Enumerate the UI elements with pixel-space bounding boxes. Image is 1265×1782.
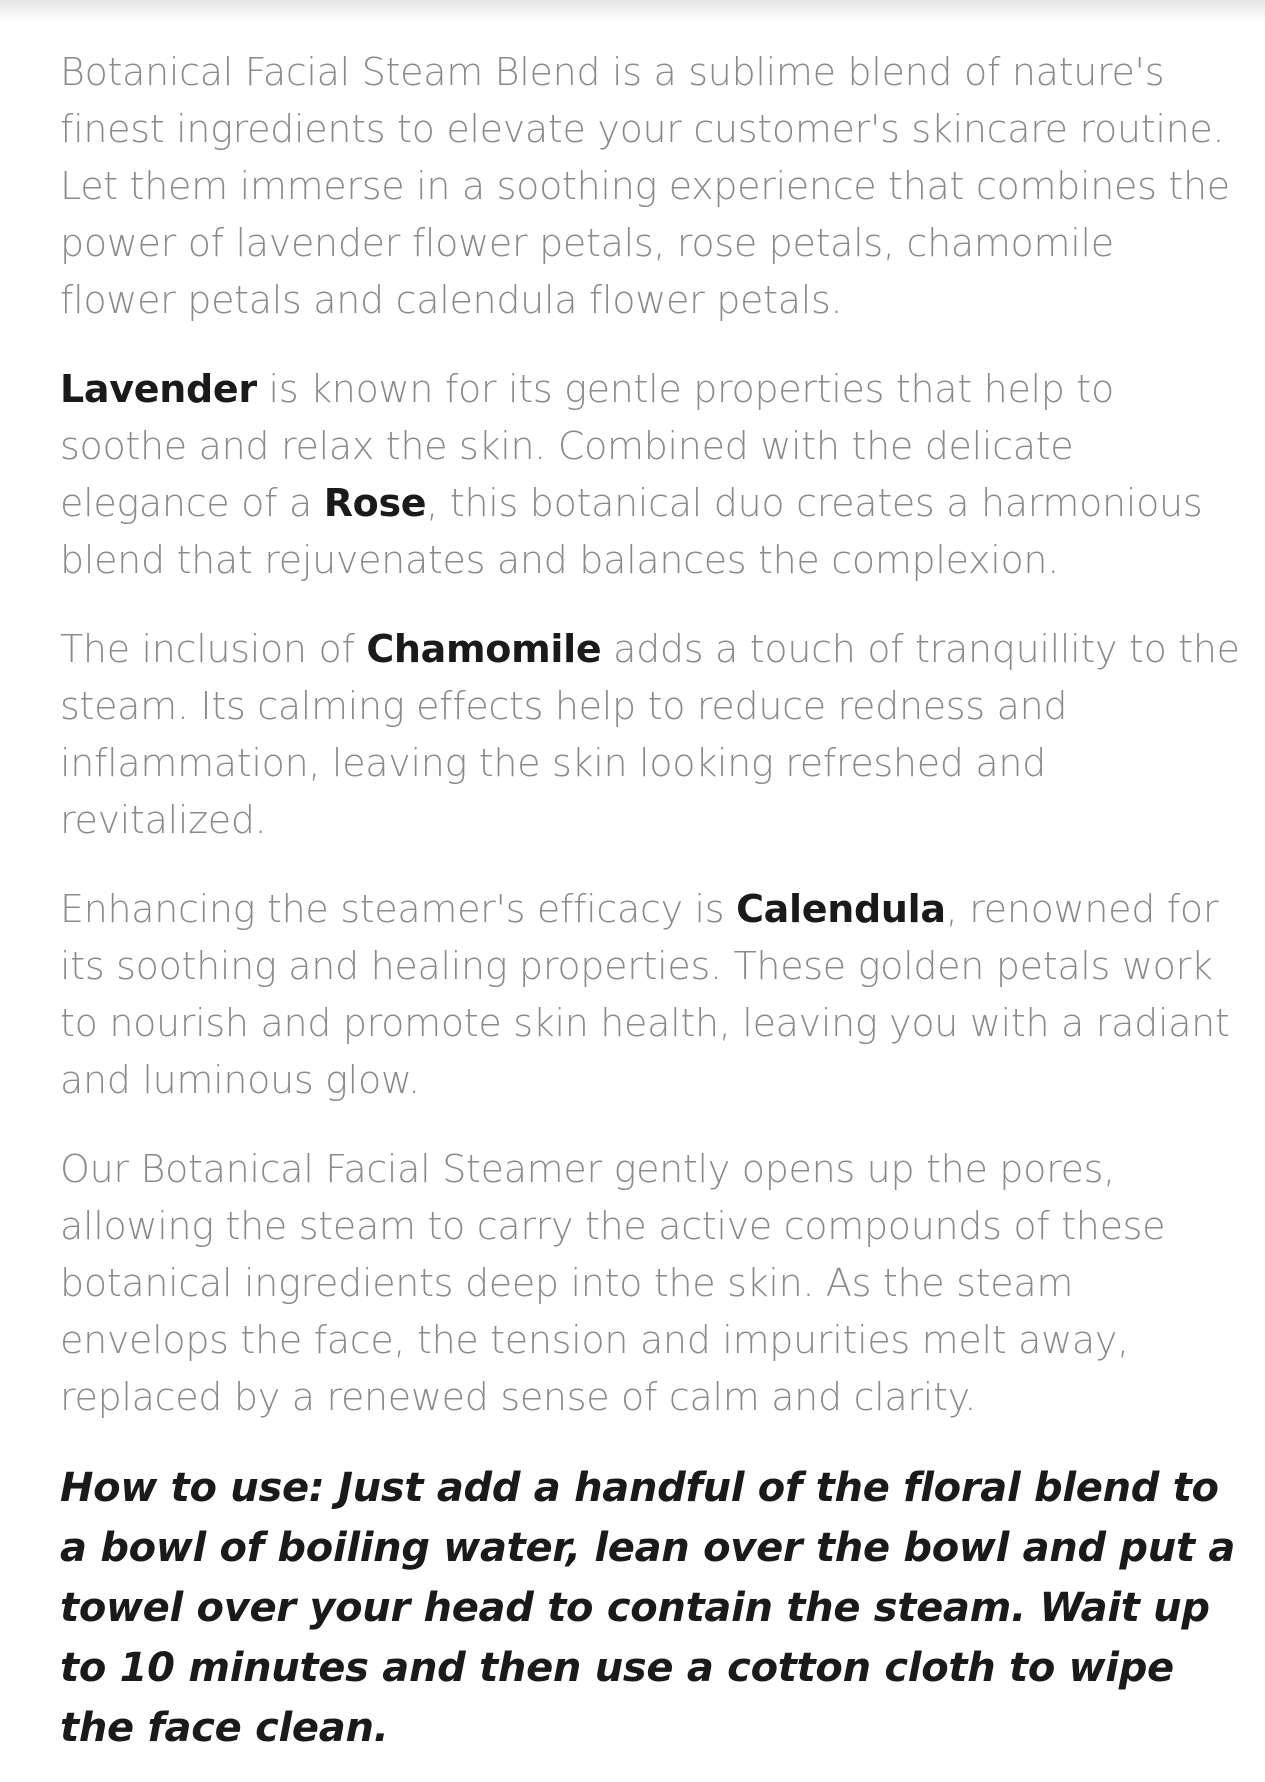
lavender-text: is known for its gentle properties that help to soothe and relax the skin. Combined with the delicate elegance of a <box>60 367 1114 525</box>
calendula-intro: Enhancing the steamer's efficacy is <box>60 887 737 931</box>
steamer-paragraph <box>60 1141 1240 1426</box>
steamer-text: Our Botanical Facial Steamer gently opens up the pores, allowing the steam to carry the active compounds of these botanical ingredients deep into the skin. As the steam envelops the face, the tension and impurities melt away, replaced by a renewed sense of calm and clarity. <box>60 1147 1166 1419</box>
calendula-text: , renowned for its soothing and healing properties. These golden petals work to nourish and promote skin health, leaving you with a radiant and luminous glow. <box>60 887 1230 1102</box>
chamomile-label: Chamomile <box>366 627 602 671</box>
header-shadow <box>0 0 1265 22</box>
chamomile-intro: The inclusion of <box>60 627 367 671</box>
chamomile-paragraph <box>60 621 1240 849</box>
calendula-label: Calendula <box>736 887 946 931</box>
lavender-label: Lavender <box>60 367 257 411</box>
rose-label: Rose <box>323 481 427 525</box>
intro-paragraph <box>60 44 1240 329</box>
calendula-paragraph <box>60 881 1240 1109</box>
product-description <box>60 44 1240 1758</box>
rose-text: , this botanical duo creates a harmonious blend that rejuvenates and balances the complexion. <box>60 481 1203 582</box>
chamomile-text: adds a touch of tranquillity to the steam. Its calming effects help to reduce redness and inflammation, leaving the skin looking refreshed and revitalized. <box>60 627 1240 842</box>
lavender-paragraph <box>60 361 1240 589</box>
intro-text: Botanical Facial Steam Blend is a sublime blend of nature's finest ingredients to elevate your customer's skincare routine. Let them immerse in a soothing experience that combines the power of lavender flower petals, rose petals, chamomile flower petals and calendula flower petals. <box>60 50 1230 322</box>
how-to-use-instructions: How to use: Just add a handful of the floral blend to a bowl of boiling water, lean over the bowl and put a towel over your head to contain the steam. Wait up to 10 minutes and then use a cotton cloth to wipe the face clean. <box>60 1465 1236 1751</box>
